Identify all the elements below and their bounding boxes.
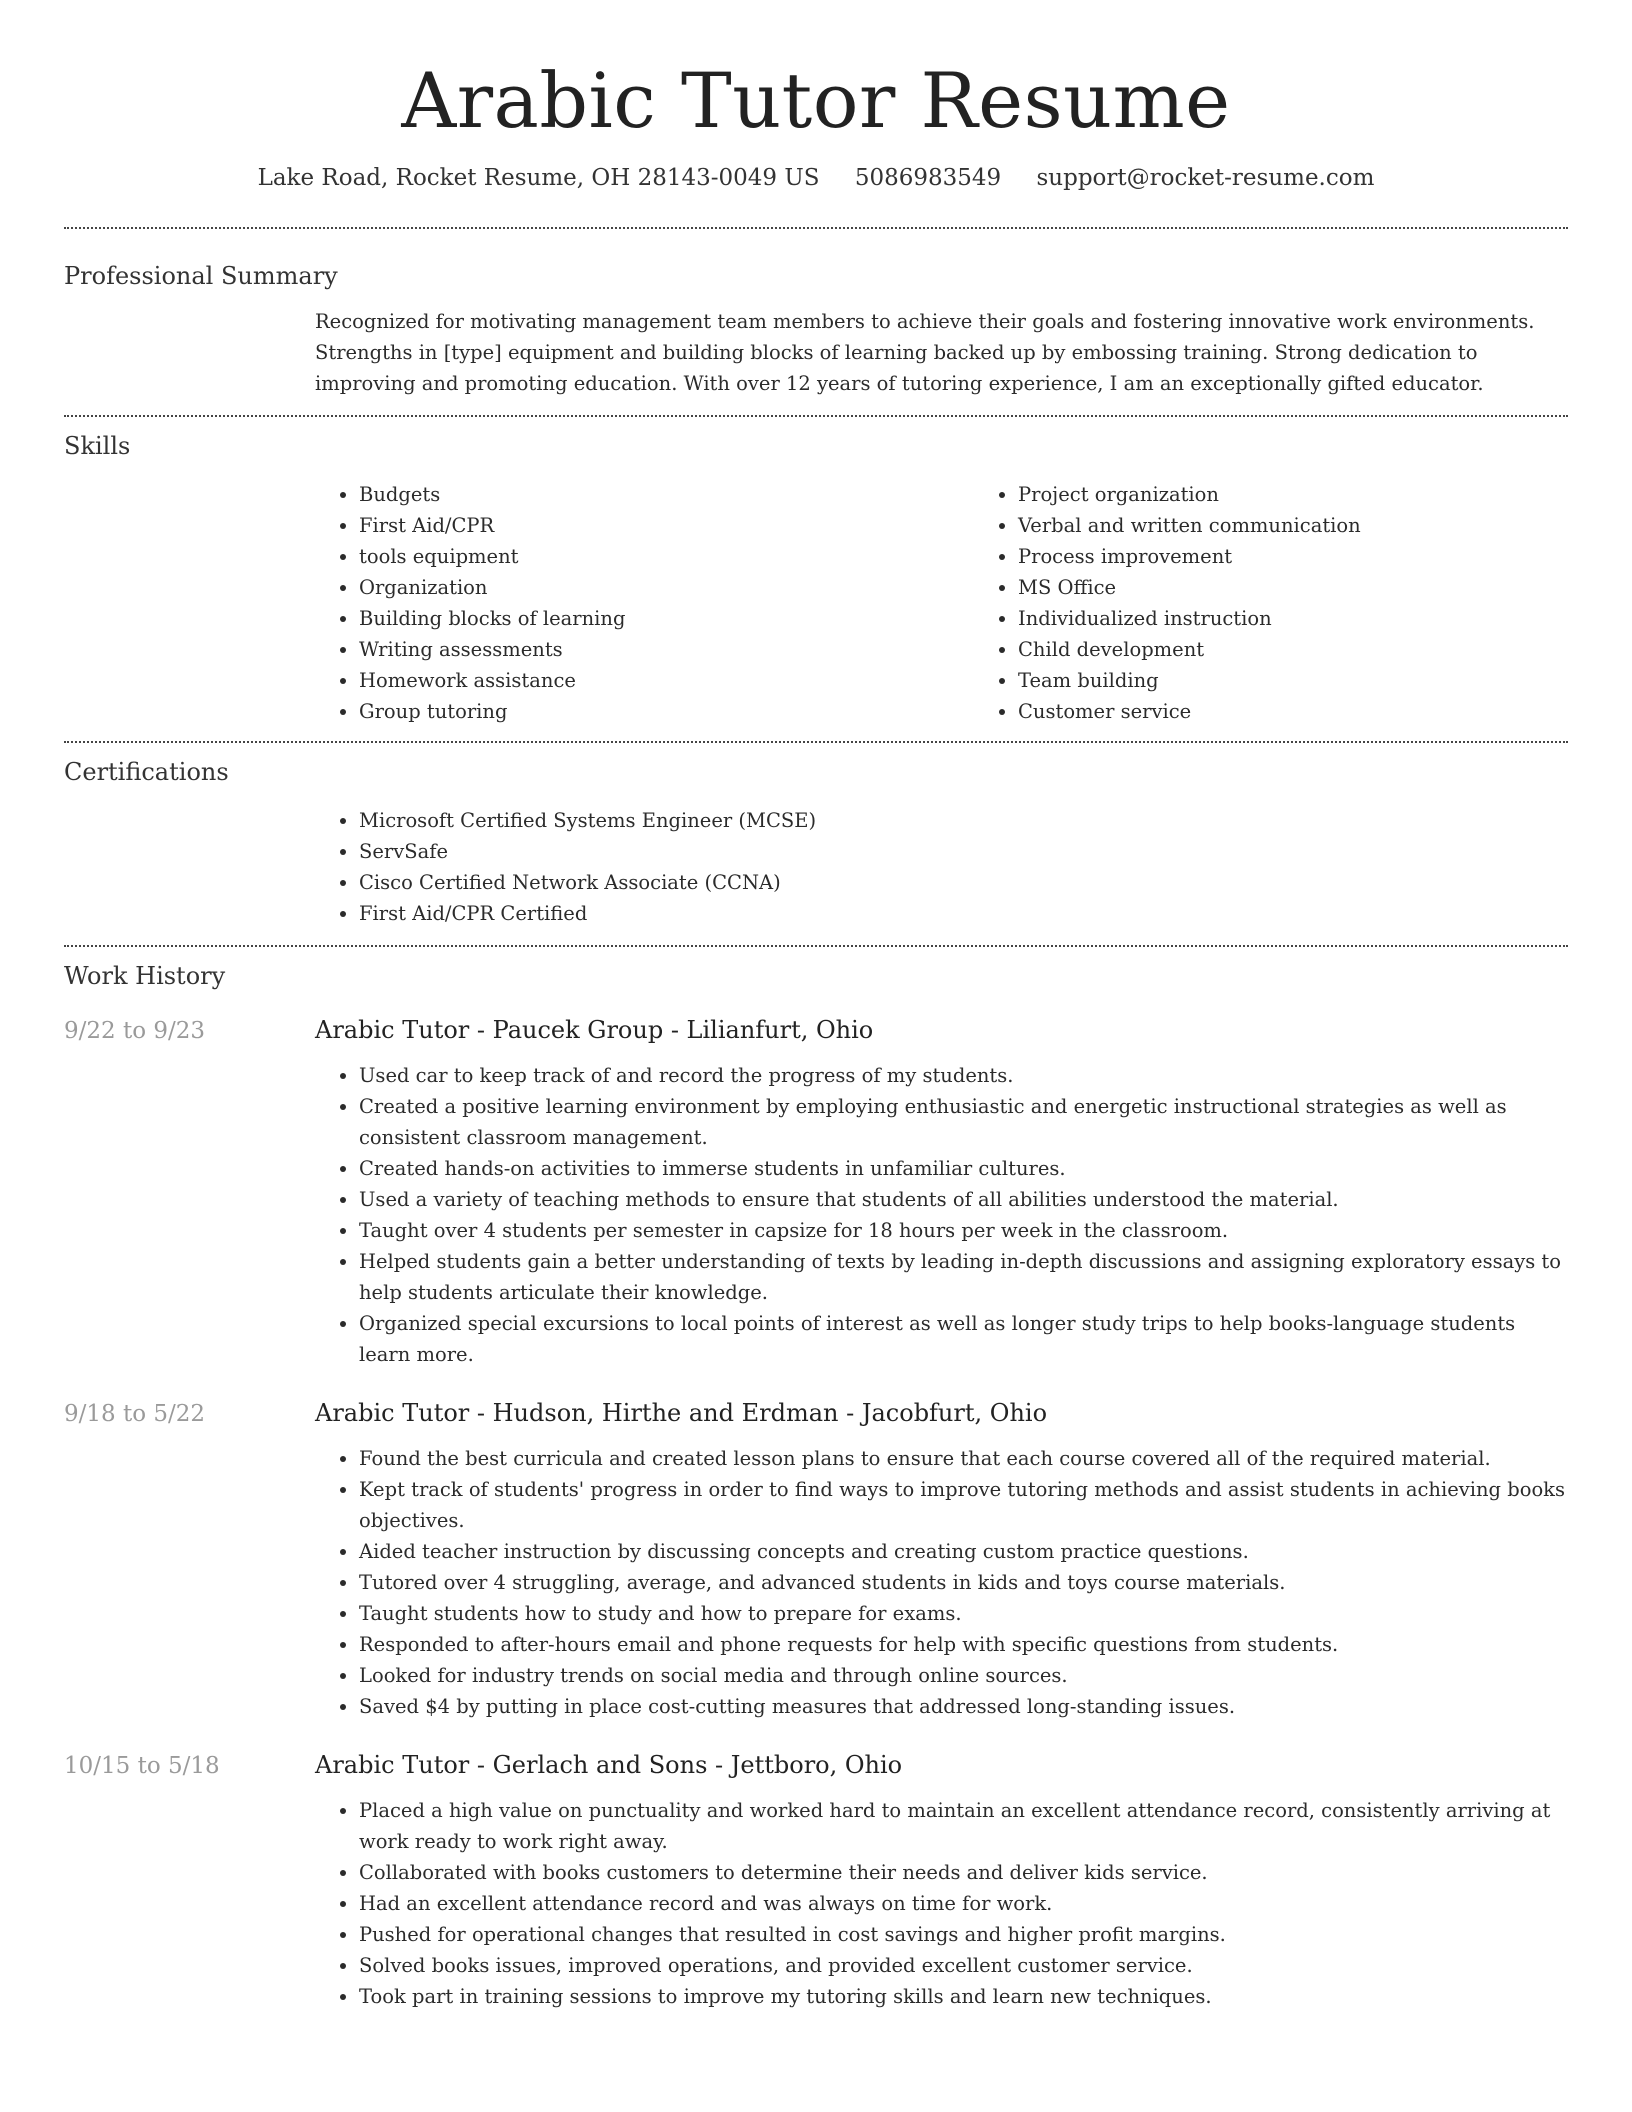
skill-item: • Individualized instruction xyxy=(1018,603,1632,634)
job-title: Arabic Tutor - Paucek Group - Lilianfurt, Ohio xyxy=(315,1016,874,1044)
section-title-certifications: Certifications xyxy=(64,758,229,786)
job-date: 9/18 to 5/22 xyxy=(64,1401,206,1427)
skill-item: • Child development xyxy=(1018,634,1632,665)
skill-item: • Homework assistance xyxy=(359,665,974,696)
job-bullet: • Kept track of students' progress in order to find ways to improve tutoring methods and assist students in achieving books objectives. xyxy=(359,1474,1568,1536)
section-title-skills: Skills xyxy=(64,432,131,460)
skill-item: • Organization xyxy=(359,572,974,603)
job-header xyxy=(64,1013,1568,1048)
job-details xyxy=(315,1060,1568,1370)
skill-item: • Team building xyxy=(1018,665,1632,696)
summary-text: Recognized for motivating management team members to achieve their goals and fostering innovative work environments. Strengths in [type] equipment and building blocks of learning backed up by embossing training. Strong dedication to improving and promoting education. With over 12 years of tutoring experience, I am an exceptionally gifted educator. xyxy=(315,310,1535,395)
job-bullet: • Aided teacher instruction by discussing concepts and creating custom practice questions. xyxy=(359,1536,1568,1567)
job-header xyxy=(64,1748,1568,1783)
certification-item: • Microsoft Certified Systems Engineer (MCSE) xyxy=(359,805,1568,836)
email: support@rocket-resume.com xyxy=(1036,165,1375,191)
job-bullet: • Solved books issues, improved operations, and provided excellent customer service. xyxy=(359,1950,1568,1981)
section-title-work-history: Work History xyxy=(64,962,226,990)
skill-item: • Budgets xyxy=(359,479,974,510)
job-date: 10/15 to 5/18 xyxy=(64,1753,220,1779)
skill-item: • tools equipment xyxy=(359,541,974,572)
job-details xyxy=(315,1443,1568,1722)
page-title: Arabic Tutor Resume xyxy=(401,56,1231,145)
job-date: 9/22 to 9/23 xyxy=(64,1018,206,1044)
job-bullet: • Created a positive learning environment by employing enthusiastic and energetic instructional strategies as well as consistent classroom management. xyxy=(359,1091,1568,1153)
job-bullet: • Took part in training sessions to improve my tutoring skills and learn new techniques. xyxy=(359,1981,1568,2012)
job-title: Arabic Tutor - Gerlach and Sons - Jettboro, Ohio xyxy=(315,1751,903,1779)
skills-list-right xyxy=(974,479,1632,727)
skill-item: • MS Office xyxy=(1018,572,1632,603)
job-bullet: • Responded to after-hours email and phone requests for help with specific questions from students. xyxy=(359,1629,1568,1660)
skill-item: • Verbal and written communication xyxy=(1018,510,1632,541)
job-bullet: • Used car to keep track of and record the progress of my students. xyxy=(359,1060,1568,1091)
job-bullet: • Taught students how to study and how to prepare for exams. xyxy=(359,1598,1568,1629)
job-bullet: • Placed a high value on punctuality and worked hard to maintain an excellent attendance record, consistently arriving at work ready to work right away. xyxy=(359,1795,1568,1857)
job-bullet: • Pushed for operational changes that resulted in cost savings and higher profit margins. xyxy=(359,1919,1568,1950)
summary-section xyxy=(64,229,1568,415)
job-bullet: • Looked for industry trends on social media and through online sources. xyxy=(359,1660,1568,1691)
phone: 5086983549 xyxy=(854,165,1002,191)
skill-item: • Writing assessments xyxy=(359,634,974,665)
job-bullet: • Taught over 4 students per semester in capsize for 18 hours per week in the classroom. xyxy=(359,1215,1568,1246)
address: Lake Road, Rocket Resume, OH 28143-0049 US xyxy=(257,165,820,191)
section-title-summary: Professional Summary xyxy=(64,262,338,290)
job-entry xyxy=(64,1396,1568,1722)
job-entry xyxy=(64,1013,1568,1370)
certification-item: • First Aid/CPR Certified xyxy=(359,898,1568,929)
job-bullets xyxy=(315,1060,1568,1370)
job-bullet: • Created hands-on activities to immerse students in unfamiliar cultures. xyxy=(359,1153,1568,1184)
certification-item: • ServSafe xyxy=(359,836,1568,867)
certifications-body xyxy=(315,805,1568,945)
certification-item: • Cisco Certified Network Associate (CCNA) xyxy=(359,867,1568,898)
resume-page xyxy=(64,0,1568,2012)
skill-item: • First Aid/CPR xyxy=(359,510,974,541)
job-bullet: • Found the best curricula and created lesson plans to ensure that each course covered all of the required material. xyxy=(359,1443,1568,1474)
work-history-section xyxy=(64,947,1568,2012)
skills-section xyxy=(64,417,1568,741)
job-bullet: • Helped students gain a better understanding of texts by leading in-depth discussions and assigning exploratory essays to help students articulate their knowledge. xyxy=(359,1246,1568,1308)
skills-grid xyxy=(315,479,1568,741)
job-bullet: • Tutored over 4 struggling, average, and advanced students in kids and toys course materials. xyxy=(359,1567,1568,1598)
job-bullet: • Used a variety of teaching methods to ensure that students of all abilities understood the material. xyxy=(359,1184,1568,1215)
skill-item: • Project organization xyxy=(1018,479,1632,510)
job-bullet: • Collaborated with books customers to determine their needs and deliver kids service. xyxy=(359,1857,1568,1888)
skill-item: • Customer service xyxy=(1018,696,1632,727)
job-bullet: • Had an excellent attendance record and was always on time for work. xyxy=(359,1888,1568,1919)
skills-list-left xyxy=(315,479,974,727)
job-entry xyxy=(64,1748,1568,2012)
job-header xyxy=(64,1396,1568,1431)
skill-item: • Building blocks of learning xyxy=(359,603,974,634)
job-bullet: • Organized special excursions to local points of interest as well as longer study trips to help books-language students learn more. xyxy=(359,1308,1568,1370)
certifications-section xyxy=(64,743,1568,945)
job-bullets xyxy=(315,1443,1568,1722)
skill-item: • Group tutoring xyxy=(359,696,974,727)
job-bullets xyxy=(315,1795,1568,2012)
skill-item: • Process improvement xyxy=(1018,541,1632,572)
contact-info xyxy=(64,162,1568,194)
job-title: Arabic Tutor - Hudson, Hirthe and Erdman - Jacobfurt, Ohio xyxy=(315,1399,1048,1427)
certifications-list xyxy=(315,805,1568,929)
job-bullet: • Saved $4 by putting in place cost-cutting measures that addressed long-standing issues. xyxy=(359,1691,1568,1722)
job-details xyxy=(315,1795,1568,2012)
